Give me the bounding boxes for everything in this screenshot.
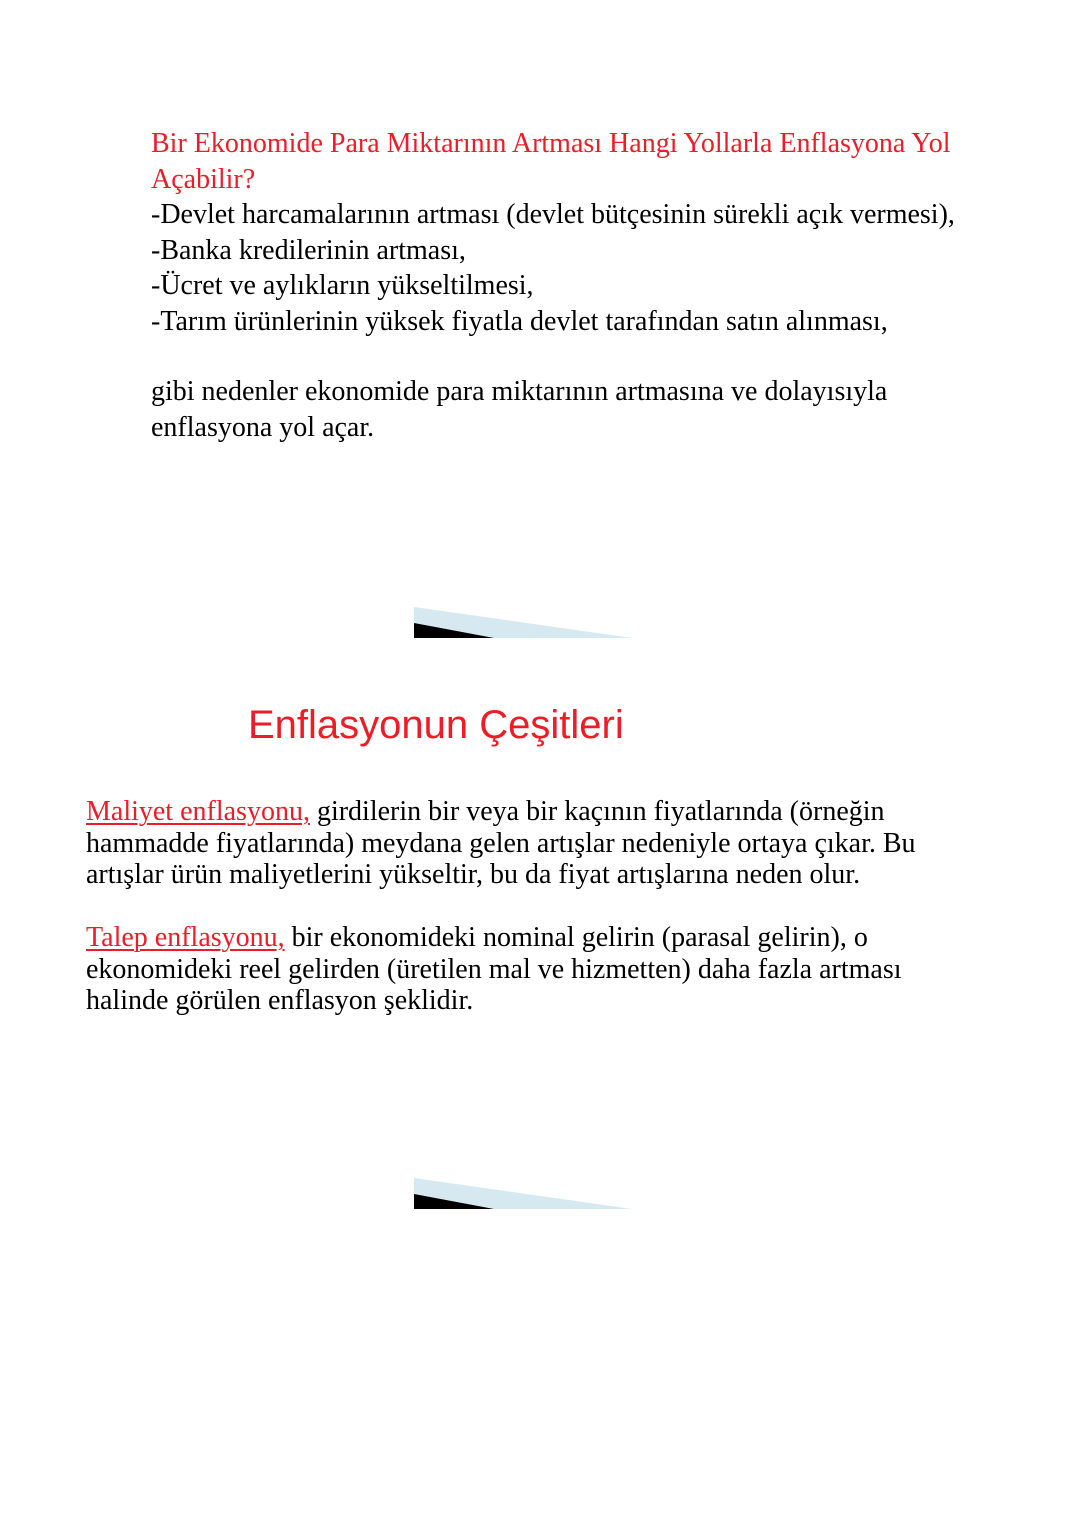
section-heading: Enflasyonun Çeşitleri [248,703,624,747]
reason-item: -Devlet harcamalarının artması (devlet bütçesinin sürekli açık vermesi), [151,199,955,230]
definition-paragraph-maliyet [86,796,1046,891]
slide-divider [414,607,632,638]
reason-item: -Tarım ürünlerinin yüksek fiyatla devlet tarafından satın alınması, [151,305,888,337]
slide-divider [414,1178,632,1209]
paragraph-text: halinde görülen enflasyon şeklidir. [86,985,474,1016]
paragraph-text: artışlar ürün maliyetlerini yükseltir, bu da fiyat artışlarına neden olur. [86,859,861,890]
conclusion-line1: gibi nedenler ekonomide para miktarının artmasına ve dolayısıyla [151,376,888,407]
reason-item: -Banka kredilerinin artması, [151,234,466,266]
paragraph-text: hammadde fiyatlarında) meydana gelen artışlar nedeniyle ortaya çıkar. Bu [86,827,916,859]
definition-paragraph-talep [86,922,1046,1017]
question-title-line2: Açabilir? [151,163,256,195]
question-section [151,126,1031,445]
reason-item: -Ücret ve aylıkların yükseltilmesi, [151,270,534,301]
paragraph-text: bir ekonomideki nominal gelirin (parasal gelirin), o [284,922,868,953]
question-title-line1: Bir Ekonomide Para Miktarının Artması Hangi Yollarla Enflasyona Yol [151,128,951,159]
term-talep-enflasyonu: Talep enflasyonu, [86,922,285,953]
paragraph-text: ekonomideki reel gelirden (üretilen mal ve hizmetten) daha fazla artması [86,953,902,985]
paragraph-text: girdilerin bir veya bir kaçının fiyatlarında (örneğin [309,796,885,827]
conclusion-line2: enflasyona yol açar. [151,411,375,443]
term-maliyet-enflasyonu: Maliyet enflasyonu, [86,796,310,827]
